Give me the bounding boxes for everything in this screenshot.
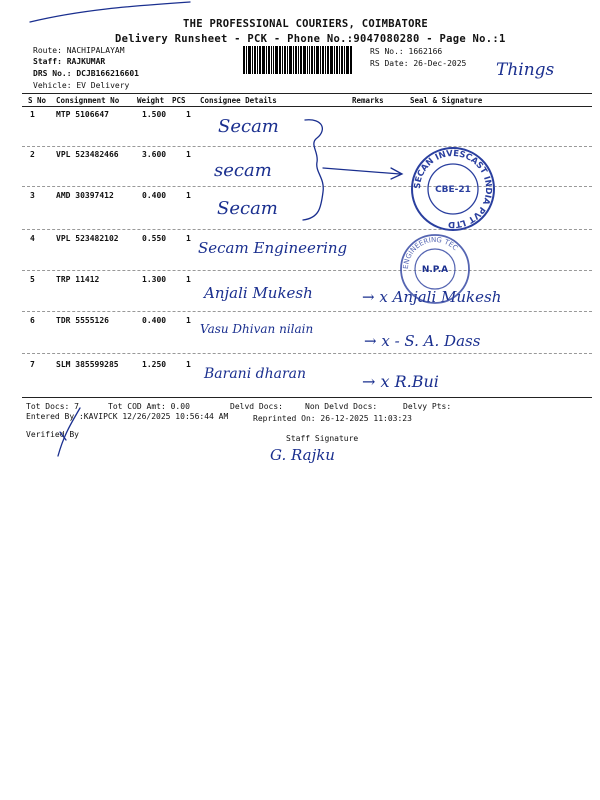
drs-number: DRS No.: DCJB166216601 <box>33 69 139 78</box>
table-row-weight: 0.400 <box>142 316 167 325</box>
seal-ring-text: SECAN INVESCAST INDIA PVT LTD <box>412 148 494 230</box>
table-row-sno: 6 <box>30 316 35 325</box>
verified-check-mark <box>50 404 100 464</box>
table-row-consignment: SLM 385599285 <box>56 360 119 369</box>
table-row-consignment: VPL 523482102 <box>56 234 119 243</box>
table-row-consignment: MTP 5106647 <box>56 110 109 119</box>
table-row-pcs: 1 <box>186 150 191 159</box>
table-row-weight: 1.250 <box>142 360 167 369</box>
table-row-consignee: secam <box>214 160 272 181</box>
row-rule <box>22 229 592 230</box>
table-row-consignee: Secam <box>217 198 278 219</box>
table-row-sno: 2 <box>30 150 35 159</box>
table-row-weight: 0.400 <box>142 191 167 200</box>
table-row-weight: 1.300 <box>142 275 167 284</box>
brace-arrow <box>295 112 425 227</box>
total-cod-amount: Tot COD Amt: 0.00 <box>108 402 190 411</box>
delivered-docs: Delvd Docs: <box>230 402 283 411</box>
row-signature: → x R.Bui <box>362 372 439 391</box>
table-row-sno: 3 <box>30 191 35 200</box>
seal-ring-text: ENGINEERING TEC <box>401 235 460 270</box>
table-row-consignee: Vasu Dhivan nilain <box>200 322 314 336</box>
table-row-pcs: 1 <box>186 360 191 369</box>
seal-center-text: CBE-21 <box>435 185 471 195</box>
table-bottom-rule <box>22 397 592 398</box>
table-row-sno: 4 <box>30 234 35 243</box>
col-sno: S No <box>28 96 47 105</box>
table-top-rule <box>22 93 592 94</box>
company-seal-stamp <box>408 144 498 234</box>
row-signature: → x Anjali Mukesh <box>362 288 502 306</box>
total-docs: Tot Docs: 7 <box>26 402 79 411</box>
row-rule <box>22 353 592 354</box>
row-rule <box>22 270 592 271</box>
table-row-consignee: Anjali Mukesh <box>204 284 313 302</box>
delivery-points: Delvy Pts: <box>403 402 452 411</box>
table-row-sno: 5 <box>30 275 35 284</box>
table-row-consignee: Secam <box>218 116 279 137</box>
col-consignment: Consignment No <box>56 96 120 105</box>
table-row-sno: 7 <box>30 360 35 369</box>
route-label: Route: NACHIPALAYAM <box>33 46 125 55</box>
staff-signature: G. Rajku <box>270 446 335 464</box>
rs-number: RS No.: 1662166 <box>370 47 443 56</box>
col-pcs: PCS <box>172 96 186 105</box>
company-title: THE PROFESSIONAL COURIERS, COIMBATORE <box>183 18 428 30</box>
table-row-pcs: 1 <box>186 275 191 284</box>
engineering-seal-stamp <box>398 232 472 306</box>
col-remarks: Remarks <box>352 96 384 105</box>
staff-signature-label: Staff Signature <box>286 434 359 443</box>
vehicle-label: Vehicle: EV Delivery <box>33 81 130 90</box>
table-row-consignee: Secam Engineering <box>198 239 348 257</box>
non-delivered-docs: Non Delvd Docs: <box>305 402 378 411</box>
table-row-weight: 1.500 <box>142 110 167 119</box>
runsheet-subtitle: Delivery Runsheet - PCK - Phone No.:9047080280 - Page No.:1 <box>115 33 506 45</box>
pen-streak <box>0 0 200 30</box>
table-row-sno: 1 <box>30 110 35 119</box>
entered-by: Entered By :KAVIPCK 12/26/2025 10:56:44 AM <box>26 412 229 421</box>
col-weight: Weight <box>137 96 165 105</box>
table-row-weight: 3.600 <box>142 150 167 159</box>
reprinted-on: Reprinted On: 26-12-2025 11:03:23 <box>253 414 412 423</box>
table-row-pcs: 1 <box>186 316 191 325</box>
rs-date: RS Date: 26-Dec-2025 <box>370 59 467 68</box>
row-rule <box>22 311 592 312</box>
row-signature: → x - S. A. Dass <box>364 332 481 350</box>
table-row-consignment: VPL 523482466 <box>56 150 119 159</box>
staff-label: Staff: RAJKUMAR <box>33 57 106 66</box>
barcode <box>243 46 365 74</box>
col-seal: Seal & Signature <box>410 96 483 105</box>
seal-center-text: N.P.A <box>421 265 449 275</box>
table-row-weight: 0.550 <box>142 234 167 243</box>
table-row-pcs: 1 <box>186 234 191 243</box>
table-row-pcs: 1 <box>186 191 191 200</box>
table-row-pcs: 1 <box>186 110 191 119</box>
table-row-consignee: Barani dharan <box>204 366 306 382</box>
verified-by-label: Verified By <box>26 430 79 439</box>
table-header-rule <box>22 106 592 107</box>
handwritten-note: Things <box>496 60 555 80</box>
table-row-consignment: TDR 5555126 <box>56 316 109 325</box>
table-row-consignment: AMD 30397412 <box>56 191 114 200</box>
table-row-consignment: TRP 11412 <box>56 275 100 284</box>
col-consignee: Consignee Details <box>200 96 277 105</box>
